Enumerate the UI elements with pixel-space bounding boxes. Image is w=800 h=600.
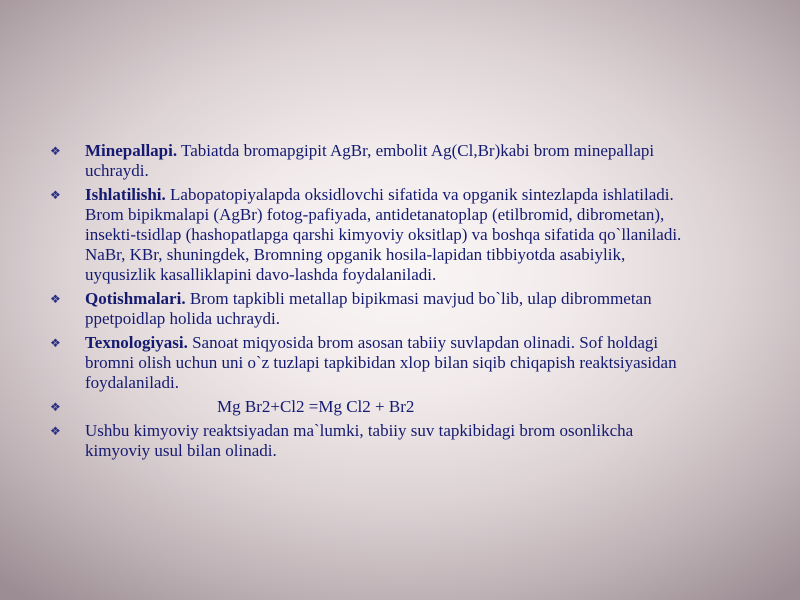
list-item-minerals bbox=[50, 141, 690, 181]
item-text: Sanoat miqyosida brom asosan tabiiy suvlapdan olinadi. Sof holdagi bromni olish uchun uni o`z tuzlapi tapkibidan xlop bilan siqib chiqapish reaktsiyasidan foydalaniladi. bbox=[85, 333, 677, 392]
diamond-bullet-icon: ❖ bbox=[50, 292, 61, 306]
diamond-bullet-icon: ❖ bbox=[50, 336, 61, 350]
list-item-conclusion bbox=[50, 421, 690, 461]
item-text: Ushbu kimyoviy reaktsiyadan ma`lumki, tabiiy suv tapkibidagi brom osonlikcha kimyoviy usul bilan olinadi. bbox=[85, 421, 634, 460]
item-term: Ishlatilishi. bbox=[85, 185, 166, 204]
item-term: Minepallapi. bbox=[85, 141, 178, 160]
list-item-formula bbox=[50, 397, 690, 417]
diamond-bullet-icon: ❖ bbox=[50, 188, 61, 202]
item-text: Labopatopiyalapda oksidlovchi sifatida va opganik sintezlapda ishlatiladi. Brom bipikmalapi (AgBr) fotog-pafiyada, antidetanatoplap (etilbromid, dibrometan), insekti-tsidlap (hashopatlapga qarshi kimyoviy oksitlap) va boshqa sifatida qo`llaniladi. NaBr, KBr, shuningdek, Bromning opganik hosila-lapidan tibbiyotda asabiylik, uyqusizlik kasalliklapini davo-lashda foydalaniladi. bbox=[85, 185, 682, 284]
list-item-technology bbox=[50, 333, 690, 393]
item-text: Tabiatda bromapgipit AgBr, embolit Ag(Cl,Br)kabi brom minepallapi uchraydi. bbox=[85, 141, 655, 180]
list-item-alloys bbox=[50, 289, 690, 329]
item-text: Brom tapkibli metallap bipikmasi mavjud bo`lib, ulap dibrommetan ppetpoidlap holida uchraydi. bbox=[85, 289, 652, 328]
diamond-bullet-icon: ❖ bbox=[50, 144, 61, 158]
item-term: Texnologiyasi. bbox=[85, 333, 188, 352]
diamond-bullet-icon: ❖ bbox=[50, 400, 61, 414]
bullet-list bbox=[50, 141, 690, 465]
list-item-usage bbox=[50, 185, 690, 285]
diamond-bullet-icon: ❖ bbox=[50, 424, 61, 438]
item-term: Qotishmalari. bbox=[85, 289, 186, 308]
reaction-formula: Mg Br2+Cl2 =Mg Cl2 + Br2 bbox=[217, 397, 415, 416]
